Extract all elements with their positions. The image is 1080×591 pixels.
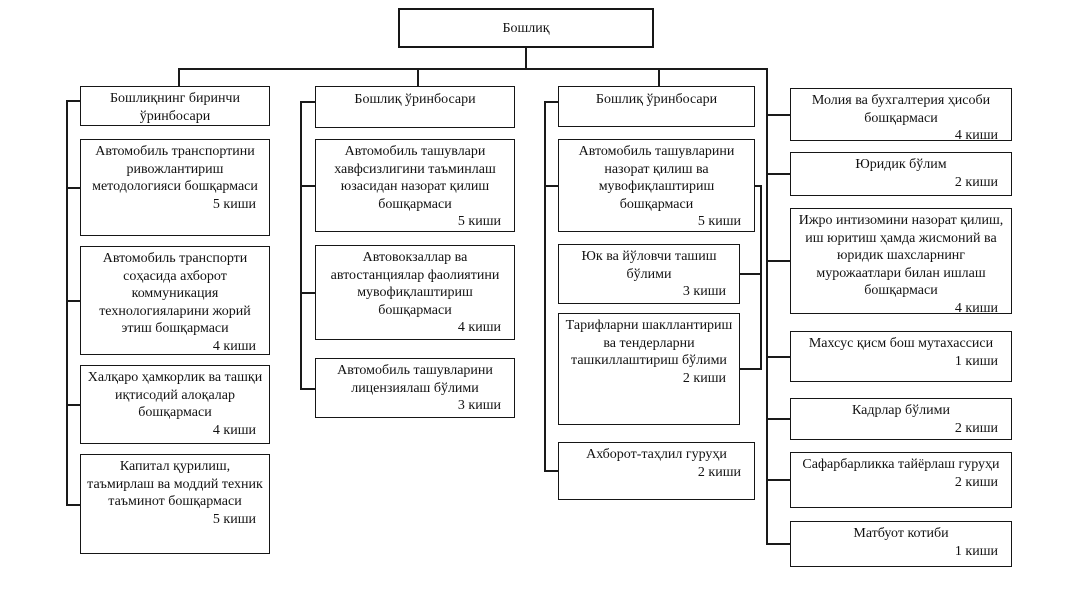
unit-name: Капитал қурилиш, таъмирлаш ва моддий техник таъминот бошқармаси (87, 459, 263, 509)
connector-right-spine (766, 68, 768, 545)
box-chief (398, 8, 654, 48)
unit-count: 5 киши (212, 511, 256, 527)
connector-stub (766, 479, 791, 481)
connector-stub (754, 185, 761, 187)
unit-name: Бошлиқ ўринбосари (354, 92, 476, 107)
unit-count: 2 киши (954, 174, 998, 190)
box-executive-discipline-dept (790, 208, 1012, 314)
box-bus-stations-dept (315, 245, 515, 340)
unit-name: Автомобиль транспортини ривожлантириш методологияси бошқармаси (92, 144, 258, 194)
connector-stub (300, 292, 316, 294)
box-finance-accounting-dept (790, 88, 1012, 141)
unit-count: 4 киши (954, 300, 998, 316)
unit-name: Автомобиль транспорти соҳасида ахборот коммуникация технологияларини жорий этиш бошқармаси (99, 251, 251, 336)
box-tariffs-tenders-division (558, 313, 740, 425)
box-transport-control-dept (558, 139, 755, 232)
connector-stub (766, 260, 791, 262)
connector-stub (66, 187, 81, 189)
box-deputy-3 (558, 86, 755, 127)
connector-stub (766, 173, 791, 175)
connector-stub (66, 504, 81, 506)
unit-name: Автовокзаллар ва автостанциялар фаолиятини мувофиқлаштириш бошқармаси (330, 250, 500, 318)
unit-name: Матбуот котиби (853, 526, 949, 541)
connector-stub (66, 404, 81, 406)
connector-main-horizontal (178, 68, 768, 70)
unit-name: Автомобиль ташувларини лицензиялаш бўлими (337, 363, 493, 396)
unit-count: 5 киши (697, 214, 741, 229)
unit-name: Юридик бўлим (855, 157, 947, 172)
unit-name: Махсус қисм бош мутахассиси (808, 336, 994, 351)
box-transport-safety-dept (315, 139, 515, 232)
unit-count: 4 киши (212, 338, 256, 354)
box-legal-division (790, 152, 1012, 196)
connector-stub (739, 273, 761, 275)
box-press-secretary (790, 521, 1012, 567)
unit-name: Ахборот-таҳлил гуруҳи (586, 447, 727, 462)
unit-name: Молия ва бухгалтерия ҳисоби бошқармаси (811, 93, 991, 126)
connector-col3-drop (658, 68, 660, 86)
connector-col3-spine (544, 101, 546, 471)
box-analytics-group (558, 442, 755, 500)
box-capital-construction-dept (80, 454, 270, 554)
box-first-deputy (80, 86, 270, 126)
unit-name: Автомобиль ташувларини назорат қилиш ва мувофиқлаштириш бошқармаси (578, 144, 735, 212)
unit-count: 2 киши (682, 370, 726, 386)
connector-stub (544, 101, 559, 103)
unit-name: Юк ва йўловчи ташиш бўлими (581, 249, 717, 282)
connector-stub (766, 418, 791, 420)
connector-stub (300, 101, 316, 103)
unit-name: Халқаро ҳамкорлик ва ташқи иқтисодий алоқалар бошқармаси (87, 370, 263, 420)
connector-col2-drop (417, 68, 419, 86)
box-deputy-2 (315, 86, 515, 128)
unit-count: 4 киши (212, 422, 256, 438)
unit-count: 1 киши (954, 543, 998, 559)
connector-col1-spine (66, 100, 68, 505)
unit-name: Тарифларни шакллантириш ва тендерларни ташкиллаштириш бўлими (565, 318, 733, 368)
connector-stub (739, 368, 761, 370)
unit-count: 2 киши (954, 474, 998, 490)
box-methodology-dept (80, 139, 270, 236)
connector-stub (544, 470, 559, 472)
unit-name: Автомобиль ташувлари хавфсизлигини таъминлаш юзасидан назорат қилиш бошқармаси (334, 144, 496, 212)
unit-count: 1 киши (954, 353, 998, 369)
connector-col3-subspine (760, 185, 762, 370)
unit-count: 4 киши (954, 128, 998, 143)
connector-stub (544, 185, 559, 187)
connector-stub (766, 543, 791, 545)
unit-count: 3 киши (682, 284, 726, 299)
unit-name: Ижро интизомини назорат қилиш, иш юритиш ҳамда жисмоний ва юридик шахсларнинг мурожаатлари билан ишлаш бошқармаси (798, 213, 1004, 298)
connector-col1-drop (178, 68, 180, 86)
unit-name: Бошлиқ ўринбосари (595, 92, 718, 107)
connector-stub (766, 114, 791, 116)
connector-stub (66, 100, 81, 102)
box-licensing-division (315, 358, 515, 418)
connector-stub (300, 185, 316, 187)
box-mobilization-group (790, 452, 1012, 508)
unit-name: Бошлиқ (502, 20, 550, 36)
box-special-unit-specialist (790, 331, 1012, 382)
connector-stub (66, 300, 81, 302)
unit-count: 5 киши (212, 196, 256, 212)
connector-col2-spine (300, 101, 302, 389)
box-cargo-passenger-division (558, 244, 740, 304)
unit-name: Бошлиқнинг биринчи ўринбосари (110, 91, 240, 124)
box-hr-division (790, 398, 1012, 440)
unit-name: Кадрлар бўлими (852, 403, 950, 418)
unit-name: Сафарбарликка тайёрлаш гуруҳи (802, 457, 1000, 472)
unit-count: 5 киши (457, 214, 501, 229)
box-international-dept (80, 365, 270, 444)
unit-count: 4 киши (457, 320, 501, 335)
unit-count: 2 киши (697, 464, 741, 480)
connector-stub (300, 388, 316, 390)
connector-stub (766, 356, 791, 358)
unit-count: 2 киши (954, 420, 998, 436)
box-ict-dept (80, 246, 270, 355)
connector-root-drop (525, 48, 527, 68)
unit-count: 3 киши (457, 398, 501, 413)
